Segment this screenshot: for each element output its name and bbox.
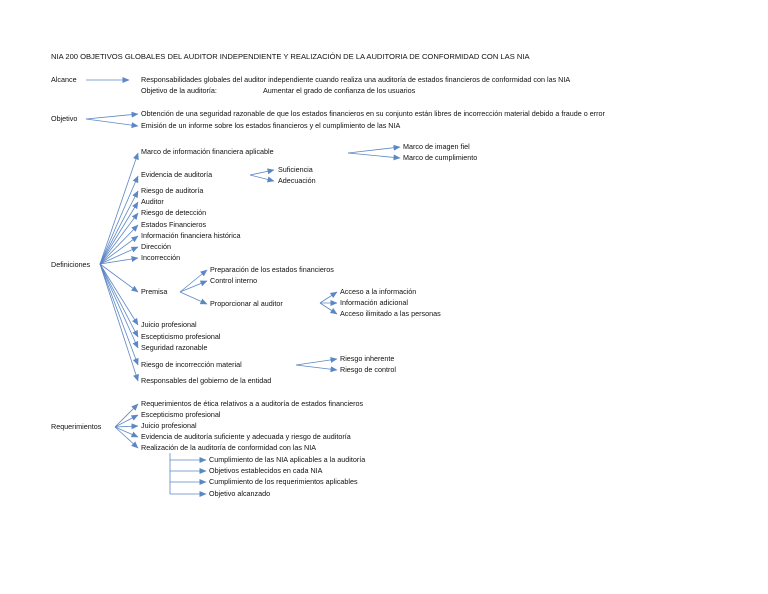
realizacion-child: Objetivo alcanzado	[209, 489, 271, 498]
alcance-objetivo-label: Objetivo de la auditoría:	[141, 86, 217, 95]
definicion-item: Información financiera histórica	[141, 231, 241, 240]
definicion-item: Riesgo de detección	[141, 208, 207, 217]
alcance-label: Alcance	[51, 75, 77, 84]
alcance-text: Responsabilidades globales del auditor independiente cuando realiza una auditoría de estados financieros de conformidad con las NIA	[141, 75, 571, 84]
marco-child: Marco de imagen fiel	[403, 142, 470, 151]
proporcionar-arrows	[320, 292, 337, 314]
proporcionar-child: Acceso a la información	[340, 287, 417, 296]
definiciones-arrows	[100, 153, 138, 381]
evidencia-label: Evidencia de auditoría	[141, 170, 213, 179]
premisa-child: Proporcionar al auditor	[210, 299, 283, 308]
requerimientos-arrows	[115, 404, 138, 448]
realizacion-child: Objetivos establecidos en cada NIA	[209, 466, 323, 475]
requerimientos-label: Requerimientos	[51, 422, 102, 431]
objetivo-arrows	[86, 114, 138, 126]
riesgo-incorreccion-arrows	[296, 359, 337, 370]
riesgo-incorreccion-child: Riesgo inherente	[340, 354, 395, 363]
alcance-objetivo-value: Aumentar el grado de confianza de los usuarios	[263, 86, 416, 95]
premisa-arrows	[180, 270, 207, 304]
definicion-item: Auditor	[141, 197, 164, 206]
riesgo-incorreccion-child: Riesgo de control	[340, 365, 396, 374]
objetivo-label: Objetivo	[51, 114, 78, 123]
marco-child: Marco de cumplimiento	[403, 153, 478, 162]
requerimiento-item: Requerimientos de ética relativos a a auditoría de estados financieros	[141, 399, 364, 408]
definiciones-label: Definiciones	[51, 260, 91, 269]
definicion-item: Estados Financieros	[141, 220, 207, 229]
objetivo-item: Emisión de un informe sobre los estados financieros y el cumplimiento de las NIA	[141, 121, 401, 130]
evidencia-child: Adecuación	[278, 176, 316, 185]
marco-arrows	[348, 147, 400, 158]
requerimiento-item: Juicio profesional	[141, 421, 197, 430]
evidencia-child: Suficiencia	[278, 165, 313, 174]
page-title: NIA 200 OBJETIVOS GLOBALES DEL AUDITOR INDEPENDIENTE Y REALIZACIÓN DE LA AUDITORIA DE CONFORMIDAD CON LAS NIA	[51, 52, 530, 61]
objetivo-item: Obtención de una seguridad razonable de que los estados financieros en su conjunto están libres de incorrección material debido a fraude o error	[141, 109, 605, 118]
marco-label: Marco de información financiera aplicable	[141, 147, 274, 156]
requerimiento-item: Escepticismo profesional	[141, 410, 221, 419]
realizacion-arrows	[170, 453, 206, 494]
definicion-item: Dirección	[141, 242, 171, 251]
requerimiento-item: Realización de la auditoría de conformidad con las NIA	[141, 443, 316, 452]
realizacion-child: Cumplimiento de los requerimientos aplicables	[209, 477, 358, 486]
definicion-item: Incorrección	[141, 253, 181, 262]
requerimiento-item: Evidencia de auditoría suficiente y adecuada y riesgo de auditoría	[141, 432, 351, 441]
definicion-item: Seguridad razonable	[141, 343, 208, 352]
realizacion-child: Cumplimiento de las NIA aplicables a la auditoría	[209, 455, 366, 464]
proporcionar-child: Información adicional	[340, 298, 408, 307]
premisa-child: Control interno	[210, 276, 258, 285]
evidencia-arrows	[250, 170, 274, 181]
premisa-label: Premisa	[141, 287, 168, 296]
definicion-item: Riesgo de auditoría	[141, 186, 204, 195]
proporcionar-child: Acceso ilimitado a las personas	[340, 309, 441, 318]
premisa-child: Preparación de los estados financieros	[210, 265, 334, 274]
riesgo-incorreccion-label: Riesgo de incorrección material	[141, 360, 242, 369]
definicion-item: Escepticismo profesional	[141, 332, 221, 341]
responsables-label: Responsables del gobierno de la entidad	[141, 376, 272, 385]
definicion-item: Juicio profesional	[141, 320, 197, 329]
